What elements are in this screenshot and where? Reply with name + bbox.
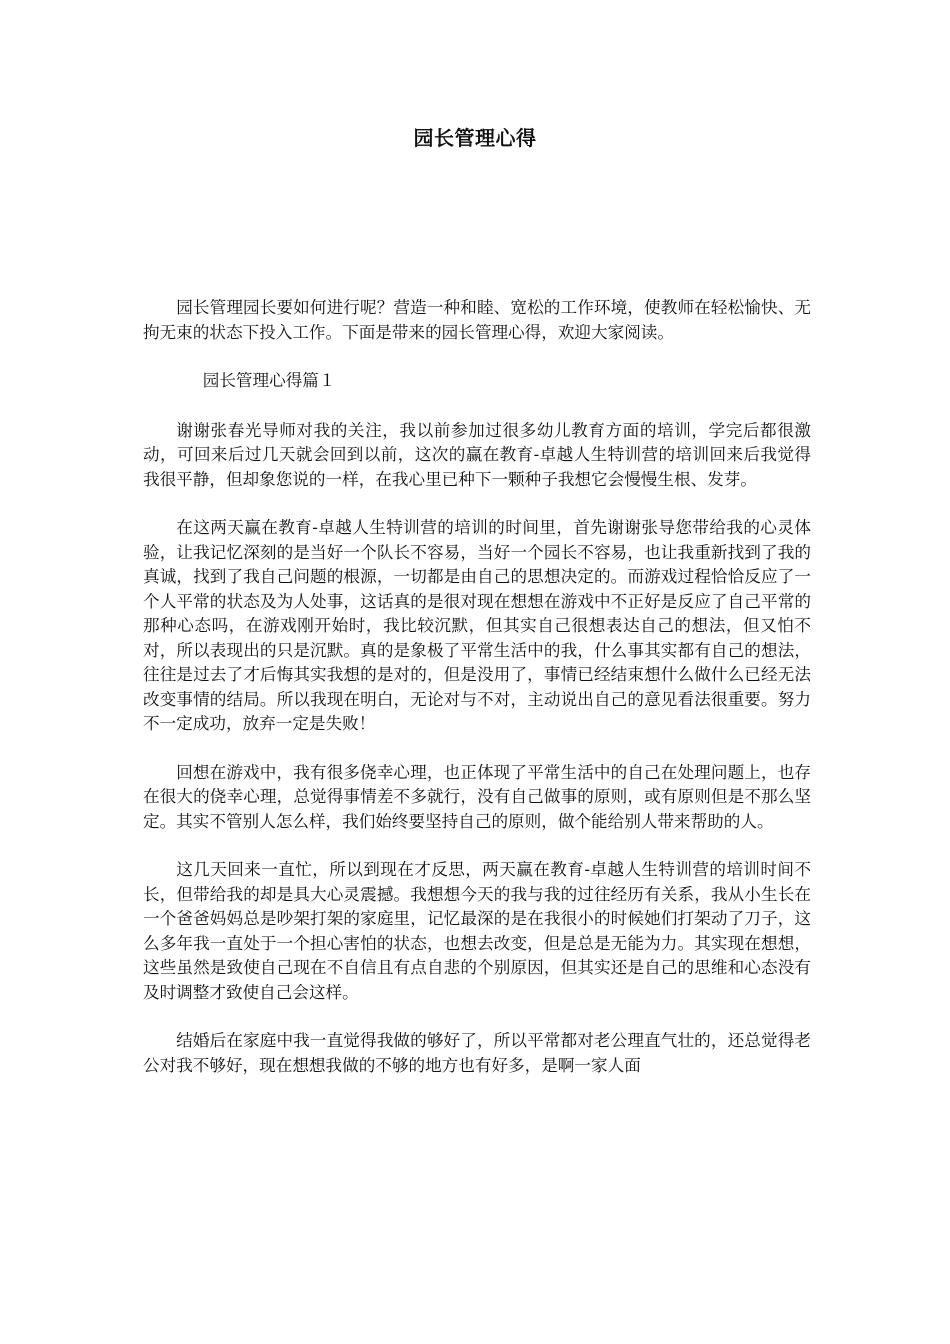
paragraph: 谢谢张春光导师对我的关注，我以前参加过很多幼儿教育方面的培训，学完后都很激动，可回来后过几天就会回到以前，这次的赢在教育-卓越人生特训营的培训回来后我觉得我很平静，但却象您说的一样，在我心里已种下一颗种子我想它会慢慢生根、发芽。 [143, 420, 811, 489]
paragraph: 结婚后在家庭中我一直觉得我做的够好了，所以平常都对老公理直气壮的，还总觉得老公对我不够好，现在想想我做的不够的地方也有好多，是啊一家人面 [143, 1031, 811, 1075]
document-title: 园长管理心得 [413, 126, 537, 150]
section-heading: 园长管理心得篇１ [202, 371, 336, 390]
document-body [143, 296, 811, 1078]
paragraph: 在这两天赢在教育-卓越人生特训营的培训的时间里，首先谢谢张导您带给我的心灵体验，让我记忆深刻的是当好一个队长不容易，当好一个园长不容易，也让我重新找到了我的真诚，找到了我自己问题的根源，一切都是由自己的思想决定的。而游戏过程恰恰反应了一个人平常的状态及为人处事，这话真的是很对现在想想在游戏中不正好是反应了自己平常的那种心态吗，在游戏刚开始时，我比较沉默，但其实自己很想表达自己的想法，但又怕不对，所以表现出的只是沉默。真的是象极了平常生活中的我，什么事其实都有自己的想法，往往是过去了才后悔其实我想的是对的，但是没用了，事情已经结束想什么做什么已经无法改变事情的结局。所以我现在明白，无论对与不对，主动说出自己的意见看法很重要。努力不一定成功，放弃一定是失败！ [143, 518, 811, 733]
paragraph: 这几天回来一直忙，所以到现在才反思，两天赢在教育-卓越人生特训营的培训时间不长，但带给我的却是具大心灵震撼。我想想今天的我与我的过往经历有关系，我从小生长在一个爸爸妈妈总是吵架打架的家庭里，记忆最深的是在我很小的时候她们打架动了刀子，这么多年我一直处于一个担心害怕的状态，也想去改变，但是总是无能为力。其实现在想想，这些虽然是致使自己现在不自信且有点自悲的个别原因，但其实还是自己的思维和心态没有及时调整才致使自己会这样。 [143, 860, 811, 1002]
paragraph-intro: 园长管理园长要如何进行呢？营造一种和睦、宽松的工作环境，使教师在轻松愉快、无拘无束的状态下投入工作。下面是带来的园长管理心得，欢迎大家阅读。 [143, 298, 811, 342]
paragraph: 回想在游戏中，我有很多侥幸心理，也正体现了平常生活中的自己在处理问题上，也存在很大的侥幸心理，总觉得事情差不多就行，没有自己做事的原则，或有原则但是不那么坚定。其实不管别人怎么样，我们始终要坚持自己的原则，做个能给别人带来帮助的人。 [143, 762, 811, 831]
